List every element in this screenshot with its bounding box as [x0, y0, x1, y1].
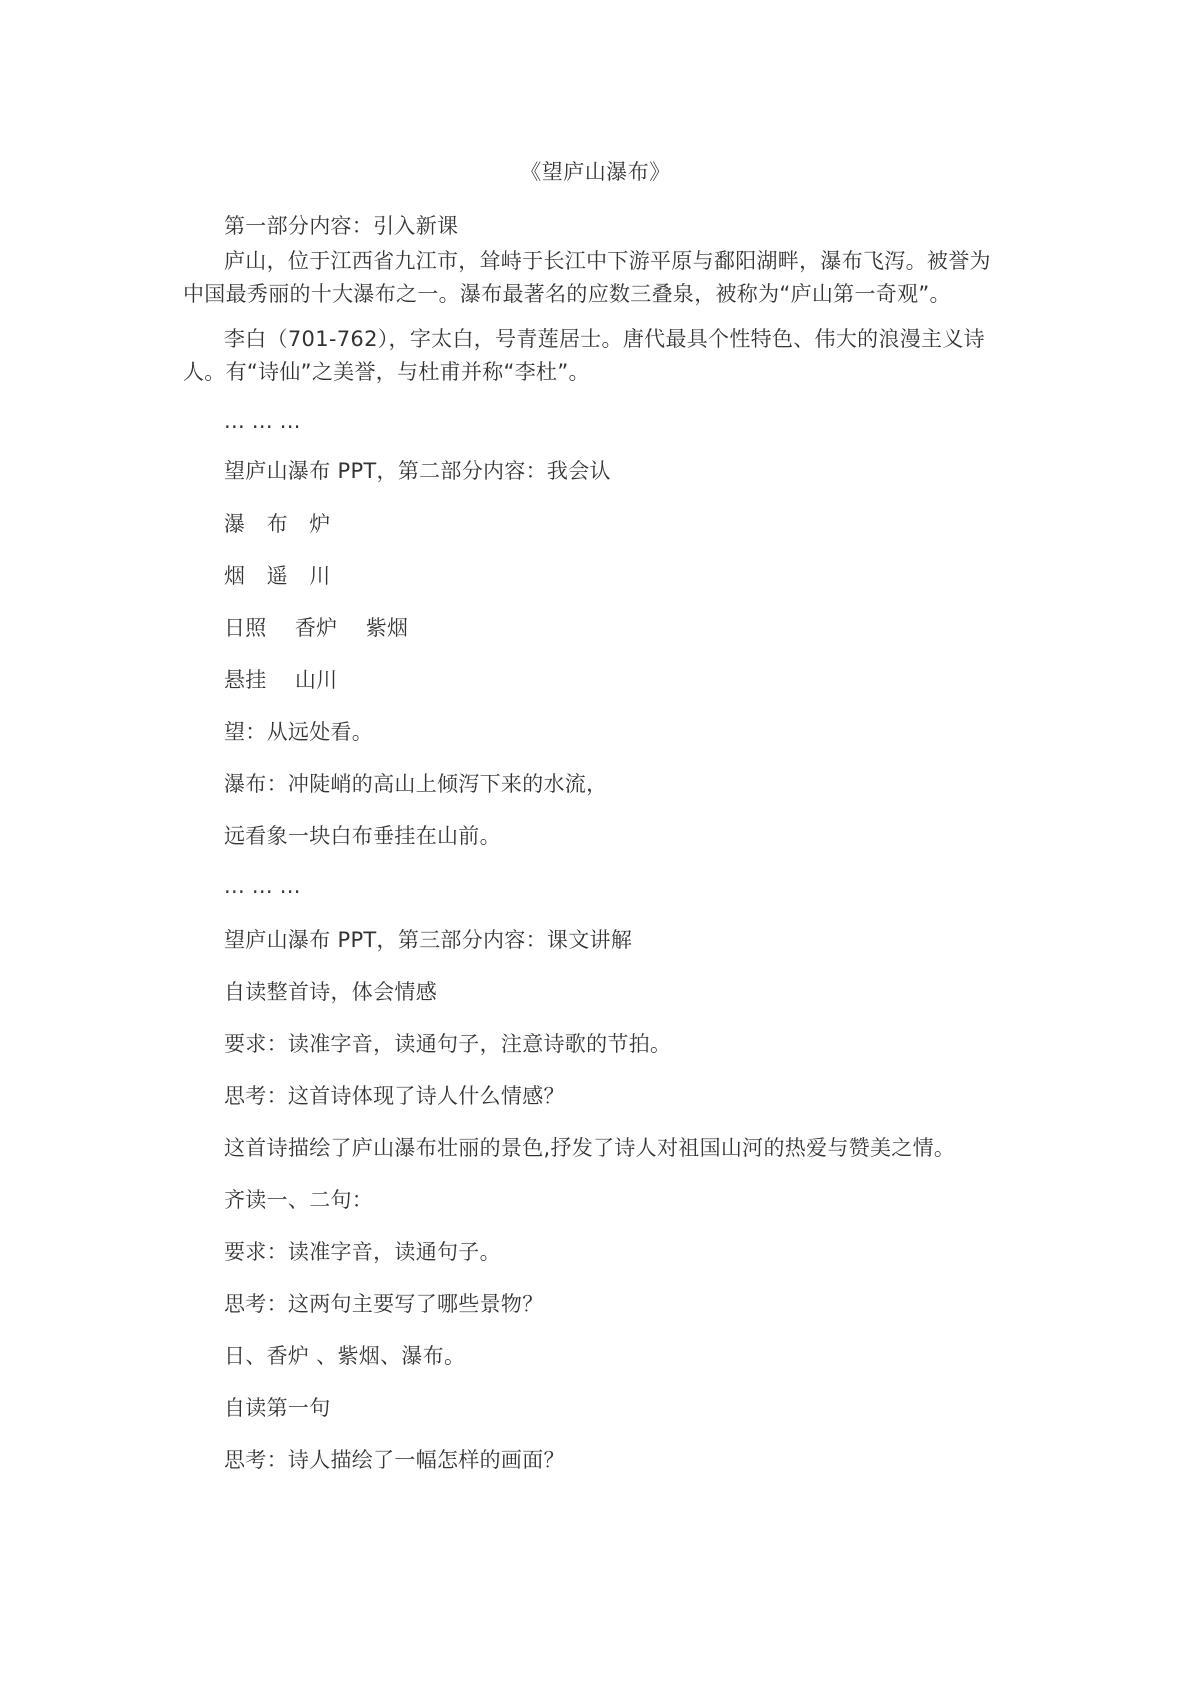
section-heading-1: 第一部分内容：引入新课	[224, 214, 459, 238]
question-1: 思考：这首诗体现了诗人什么情感？	[224, 1084, 565, 1108]
paragraph-libai-line-1: 李白（701-762），字太白，号青莲居士。唐代最具个性特色、伟大的浪漫主义诗	[224, 327, 985, 351]
definition-wang: 望：从远处看。	[224, 720, 374, 744]
definition-pubu-cont: 远看象一块白布垂挂在山前。	[224, 824, 501, 848]
ellipsis-2: ... ... ...	[224, 874, 301, 898]
document-title: 《望庐山瀑布》	[520, 160, 671, 184]
section-heading-3: 望庐山瀑布 PPT，第三部分内容：课文讲解	[224, 928, 633, 952]
answer-1: 这首诗描绘了庐山瀑布壮丽的景色,抒发了诗人对祖国山河的热爱与赞美之情。	[224, 1136, 956, 1160]
question-2: 思考：这两句主要写了哪些景物？	[224, 1292, 544, 1316]
paragraph-libai-line-2: 人。有“诗仙”之美誉，与杜甫并称“李杜”。	[183, 360, 590, 384]
paragraph-lushan	[183, 245, 1025, 311]
vocab-row-1: 瀑 布 炉	[224, 512, 331, 536]
answer-2: 日、香炉 、紫烟、瀑布。	[224, 1344, 466, 1368]
section-heading-2: 望庐山瀑布 PPT，第二部分内容：我会认	[224, 459, 611, 483]
paragraph-lushan-line-2: 中国最秀丽的十大瀑布之一。瀑布最著名的应数三叠泉，被称为“庐山第一奇观”。	[183, 282, 951, 306]
question-3: 思考：诗人描绘了一幅怎样的画面？	[224, 1448, 565, 1472]
paragraph-lushan-line-1: 庐山，位于江西省九江市，耸峙于长江中下游平原与鄱阳湖畔，瀑布飞泻。被誉为	[224, 249, 991, 273]
vocab-row-3: 日照 香炉 紫烟	[224, 616, 409, 640]
task-self-read: 自读整首诗，体会情感	[224, 980, 437, 1004]
vocab-row-2: 烟 遥 川	[224, 564, 331, 588]
vocab-row-4: 悬挂 山川	[224, 668, 338, 692]
ellipsis-1: ... ... ...	[224, 409, 301, 433]
task-read-together: 齐读一、二句：	[224, 1188, 374, 1212]
requirement-1: 要求：读准字音，读通句子，注意诗歌的节拍。	[224, 1032, 672, 1056]
paragraph-libai	[183, 323, 1025, 389]
definition-pubu: 瀑布：冲陡峭的高山上倾泻下来的水流，	[224, 772, 608, 796]
task-read-first-line: 自读第一句	[224, 1396, 331, 1420]
requirement-2: 要求：读准字音，读通句子。	[224, 1240, 501, 1264]
